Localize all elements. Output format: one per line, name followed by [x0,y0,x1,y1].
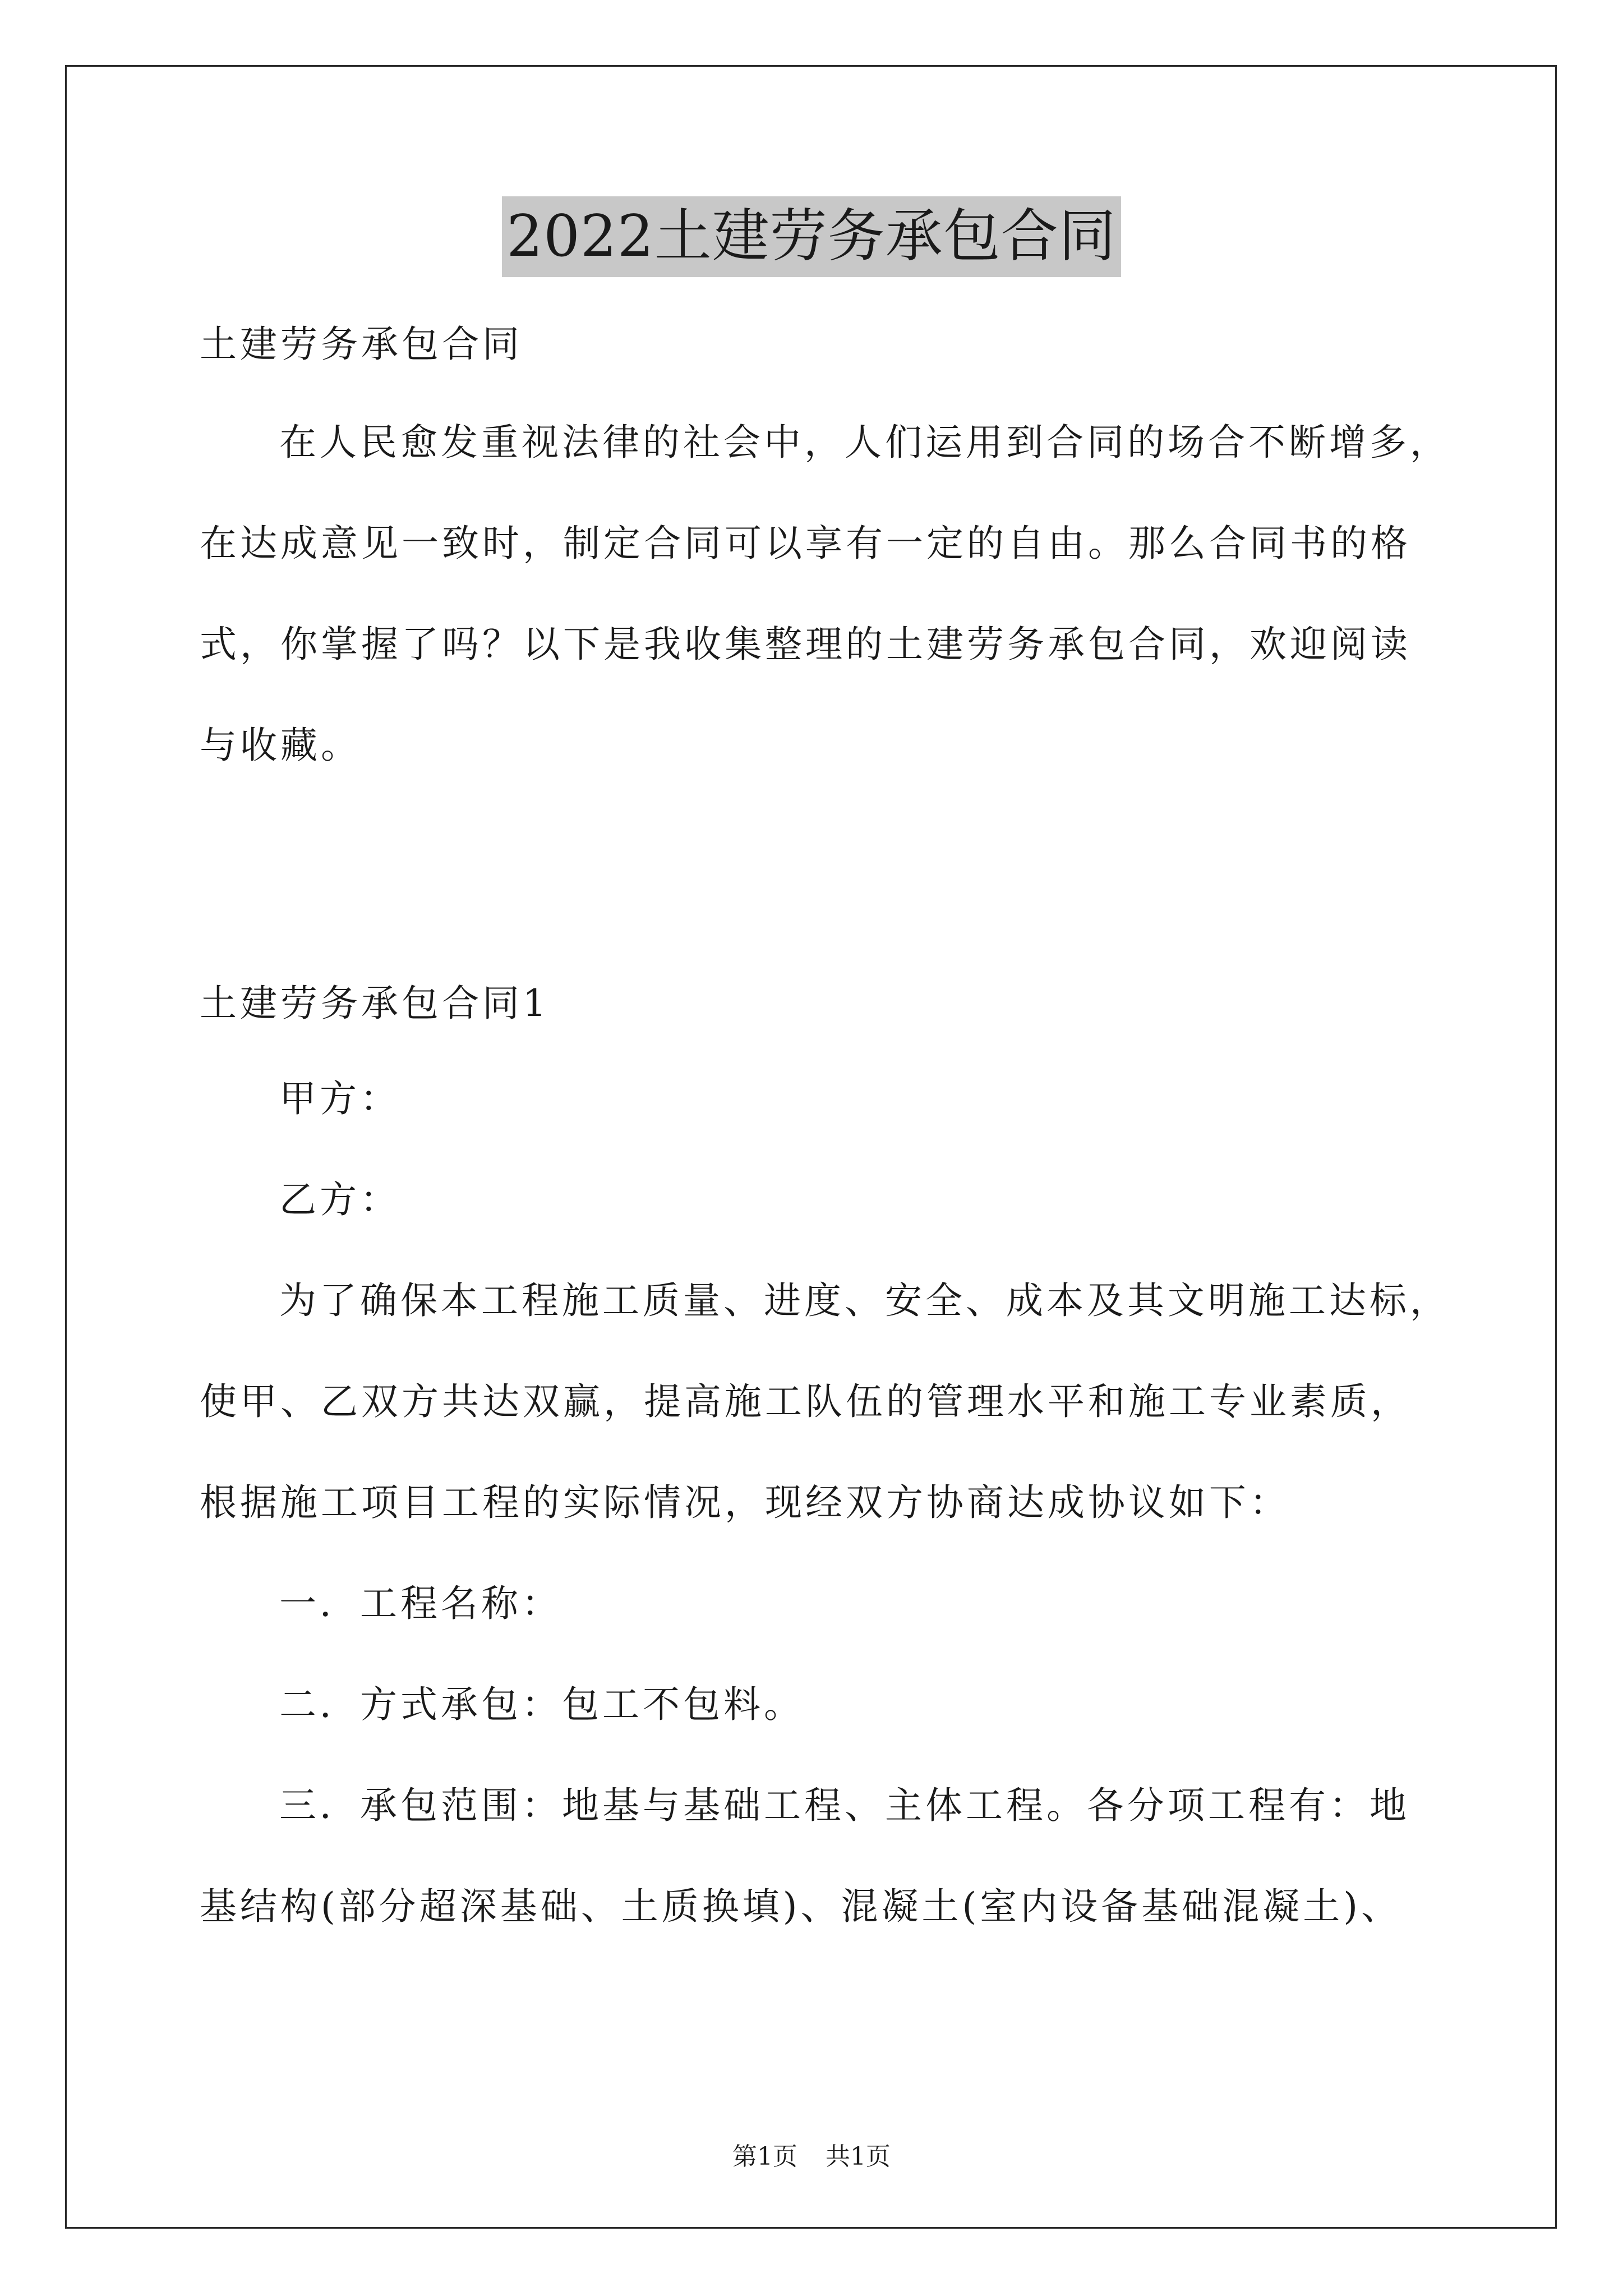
party-a-label: 甲方： [279,1077,400,1120]
clause-3-line-2: 基结构(部分超深基础、土质换填)、混凝土(室内设备基础混凝土)、 [200,1885,1401,1928]
page-number: 第1页 [732,2142,797,2171]
intro-line-3: 式，你掌握了吗？以下是我收集整理的土建劳务承包合同，欢迎阅读 [200,623,1411,666]
section-heading: 土建劳务承包合同1 [200,982,550,1025]
clause-1: 一．工程名称： [279,1582,562,1625]
party-b-label: 乙方： [279,1178,400,1221]
document-title: 2022土建劳务承包合同 [502,196,1121,277]
clause-2: 二．方式承包：包工不包料。 [279,1683,804,1726]
intro-line-1: 在人民愈发重视法律的社会中，人们运用到合同的场合不断增多， [279,421,1450,464]
page-total: 共1页 [826,2142,891,2171]
purpose-line-2: 使甲、乙双方共达双赢，提高施工队伍的管理水平和施工专业素质， [200,1380,1411,1423]
page-footer [0,2136,1623,2172]
clause-3-line-1: 三．承包范围：地基与基础工程、主体工程。各分项工程有：地 [279,1784,1410,1827]
purpose-line-3: 根据施工项目工程的实际情况，现经双方协商达成协议如下： [200,1481,1290,1524]
document-subtitle: 土建劳务承包合同 [200,323,523,366]
title-row [0,196,1623,277]
purpose-line-1: 为了确保本工程施工质量、进度、安全、成本及其文明施工达标， [279,1279,1450,1322]
intro-line-2: 在达成意见一致时，制定合同可以享有一定的自由。那么合同书的格 [200,522,1411,565]
intro-line-4: 与收藏。 [200,724,361,767]
